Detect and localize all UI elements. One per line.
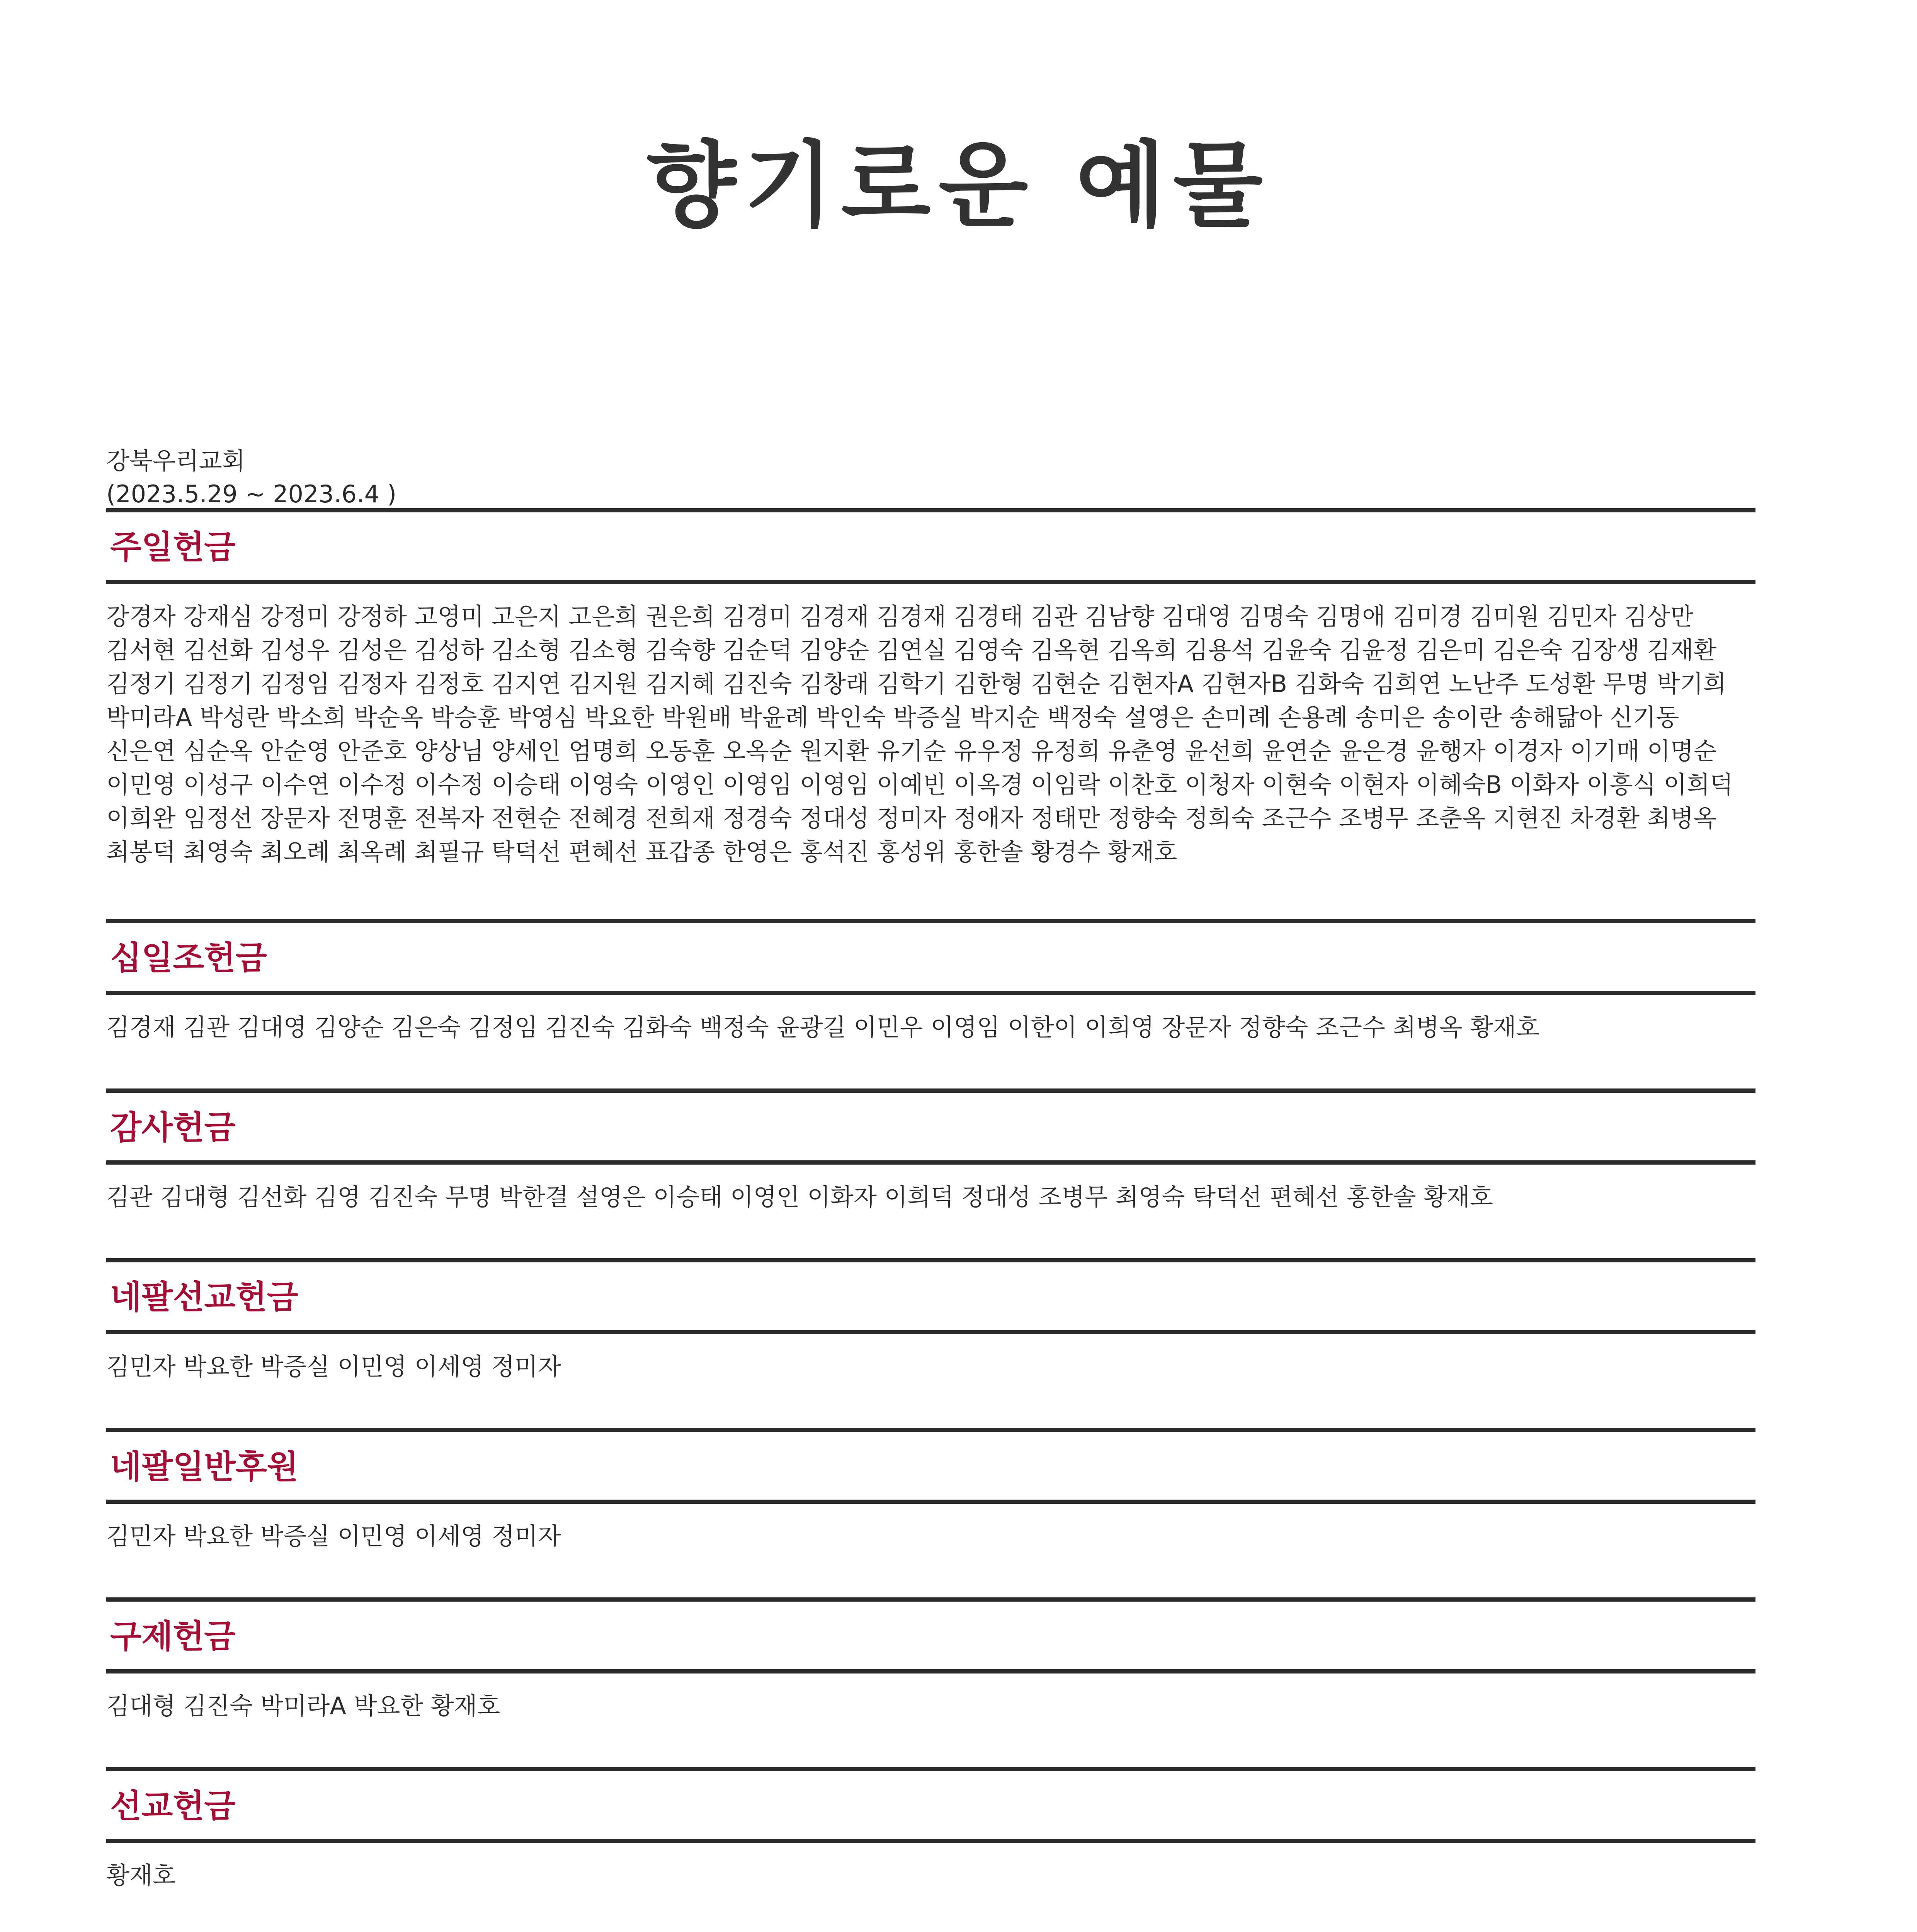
section-mission — [106, 1767, 1755, 1932]
section-heading-rule — [106, 1330, 1755, 1334]
section-names: 황재호 — [106, 1861, 176, 1889]
section-names: 김관 김대형 김선화 김영 김진숙 무명 박한결 설영은 이승태 이영인 이화자 이희덕 정대성 조병무 최영숙 탁덕선 편혜선 홍한솔 황재호 — [106, 1183, 1493, 1211]
section-heading: 구제헌금 — [110, 1617, 236, 1655]
section-top-rule — [106, 1088, 1755, 1093]
section-thanksgiving — [106, 1088, 1755, 1258]
section-heading: 네팔선교헌금 — [110, 1278, 298, 1316]
page-title: 향기로운 예물 — [646, 131, 1271, 240]
section-nepal-mission — [106, 1258, 1755, 1428]
section-top-rule — [106, 1258, 1755, 1262]
section-sunday-offering — [106, 508, 1755, 919]
date-range: (2023.5.29 ~ 2023.6.4 ) — [106, 480, 397, 508]
section-heading: 십일조헌금 — [110, 939, 267, 977]
section-heading-rule — [106, 991, 1755, 995]
church-name: 강북우리교회 — [106, 447, 245, 475]
section-names: 김민자 박요한 박증실 이민영 이세영 정미자 — [106, 1522, 561, 1550]
section-heading: 주일헌금 — [110, 528, 236, 566]
section-top-rule — [106, 1597, 1755, 1602]
section-heading-rule — [106, 1160, 1755, 1165]
section-heading: 감사헌금 — [110, 1109, 236, 1146]
section-heading-rule — [106, 1839, 1755, 1843]
section-names: 강경자 강재심 강정미 강정하 고영미 고은지 고은희 권은희 김경미 김경재 김경재 김경태 김관 김남향 김대영 김명숙 김명애 김미경 김미원 김민자 김상만 김서현 김선화 김성우 김성은 김성하 김소형 김소형 김숙향 김순덕 김양순 김연실 김영숙 김옥현 김옥희 김용석 김윤숙 김윤정 김은미 김은숙 김장생 김재환 김정기 김정기 김정임 김정자 김정호 김지연 김지원 김지혜 김진숙 김창래 김학기 김한형 김현순 김현자A 김현자B 김화숙 김희연 노난주 도성환 무명 박기희 박미라A 박성란 박소희 박순옥 박승훈 박영심 박요한 박원배 박윤례 박인숙 박증실 박지순 백정숙 설영은 손미례 손용례 송미은 송이란 송해닮아 신기동 신은연 심순옥 안순영 안준호 양상님 양세인 엄명희 오동훈 오옥순 원지환 유기순 유우정 유정희 유춘영 윤선희 윤연순 윤은경 윤행자 이경자 이기매 이명순 이민영 이성구 이수연 이수정 이수정 이승태 이영숙 이영인 이영임 이영임 이예빈 이옥경 이임락 이찬호 이청자 이현숙 이현자 이혜숙B 이화자 이흥식 이희덕 이희완 임정선 장문자 전명훈 전복자 전현순 전혜경 전희재 정경숙 정대성 정미자 정애자 정태만 정향숙 정희숙 조근수 조병무 조춘옥 지현진 차경환 최병옥 최봉덕 최영숙 최오례 최옥례 최필규 탁덕선 편혜선 표갑종 한영은 홍석진 홍성위 홍한솔 황경수 황재호 — [106, 602, 1733, 866]
section-heading-rule — [106, 1500, 1755, 1504]
section-top-rule — [106, 919, 1755, 923]
section-relief — [106, 1597, 1755, 1767]
section-nepal-support — [106, 1428, 1755, 1597]
section-heading-rule — [106, 1669, 1755, 1673]
section-top-rule — [106, 508, 1755, 512]
section-top-rule — [106, 1428, 1755, 1432]
section-heading: 네팔일반후원 — [110, 1448, 298, 1486]
offering-list — [106, 508, 1755, 1932]
section-names: 김대형 김진숙 박미라A 박요한 황재호 — [106, 1692, 500, 1720]
section-heading: 선교헌금 — [110, 1787, 236, 1825]
section-names: 김경재 김관 김대영 김양순 김은숙 김정임 김진숙 김화숙 백정숙 윤광길 이민우 이영임 이한이 이희영 장문자 정향숙 조근수 최병옥 황재호 — [106, 1013, 1539, 1041]
bulletin-meta — [106, 444, 396, 511]
section-names: 김민자 박요한 박증실 이민영 이세영 정미자 — [106, 1352, 561, 1381]
section-top-rule — [106, 1767, 1755, 1771]
section-heading-rule — [106, 580, 1755, 584]
section-tithe — [106, 919, 1755, 1088]
